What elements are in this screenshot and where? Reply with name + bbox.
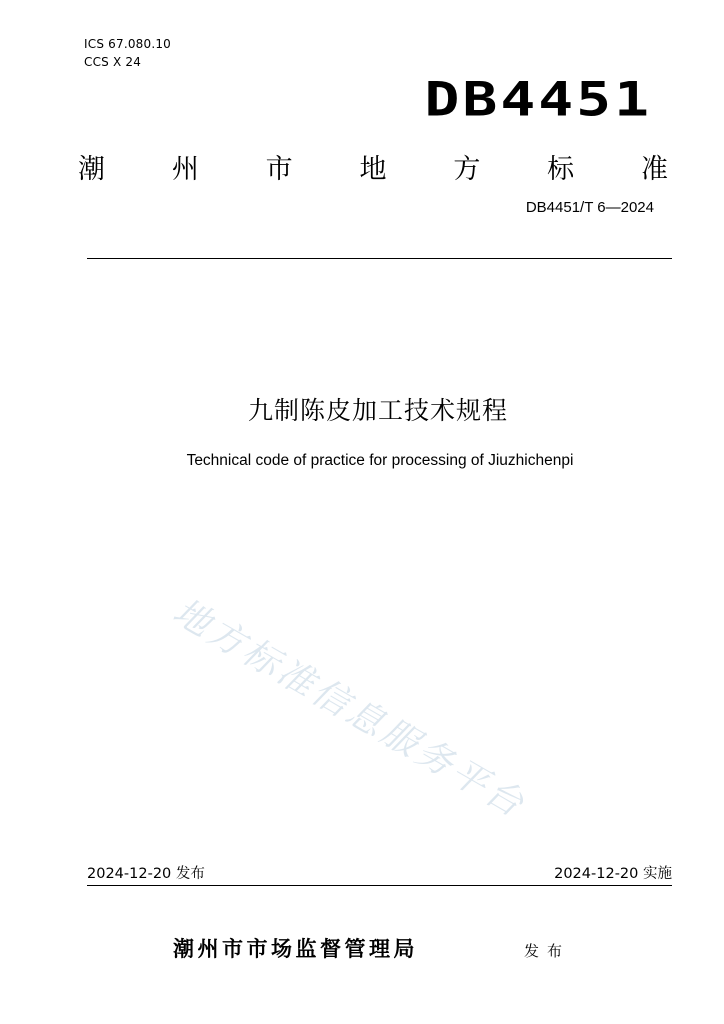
implementation-date: 2024-12-20 实施 [554,866,672,882]
standard-category-title [78,152,668,188]
publisher-name: 潮州市市场监督管理局 [173,937,418,961]
standard-category-char: 市 [265,154,293,185]
watermark: 地方标准信息服务平台 [166,591,533,827]
standard-category-char: 州 [171,154,199,185]
document-title-chinese: 九制陈皮加工技术规程 [247,396,508,425]
publish-label: 发布 [524,942,571,960]
standard-category-char: 准 [640,154,668,185]
db-standard-code: DB4451 [424,71,652,127]
standard-category-char: 潮 [78,154,105,185]
header-divider [87,258,672,259]
ccs-code: CCS X 24 [84,55,142,69]
standard-number: DB4451/T 6—2024 [525,199,654,216]
issue-date: 2024-12-20 发布 [87,866,205,882]
standard-category-char: 标 [547,154,575,185]
document-title-english: Technical code of practice for processing of Jiuzhichenpi [186,452,574,469]
ics-code: ICS 67.080.10 [84,37,172,51]
standard-category-char: 方 [453,154,481,185]
footer-divider [87,885,672,886]
standard-category-char: 地 [359,154,387,185]
